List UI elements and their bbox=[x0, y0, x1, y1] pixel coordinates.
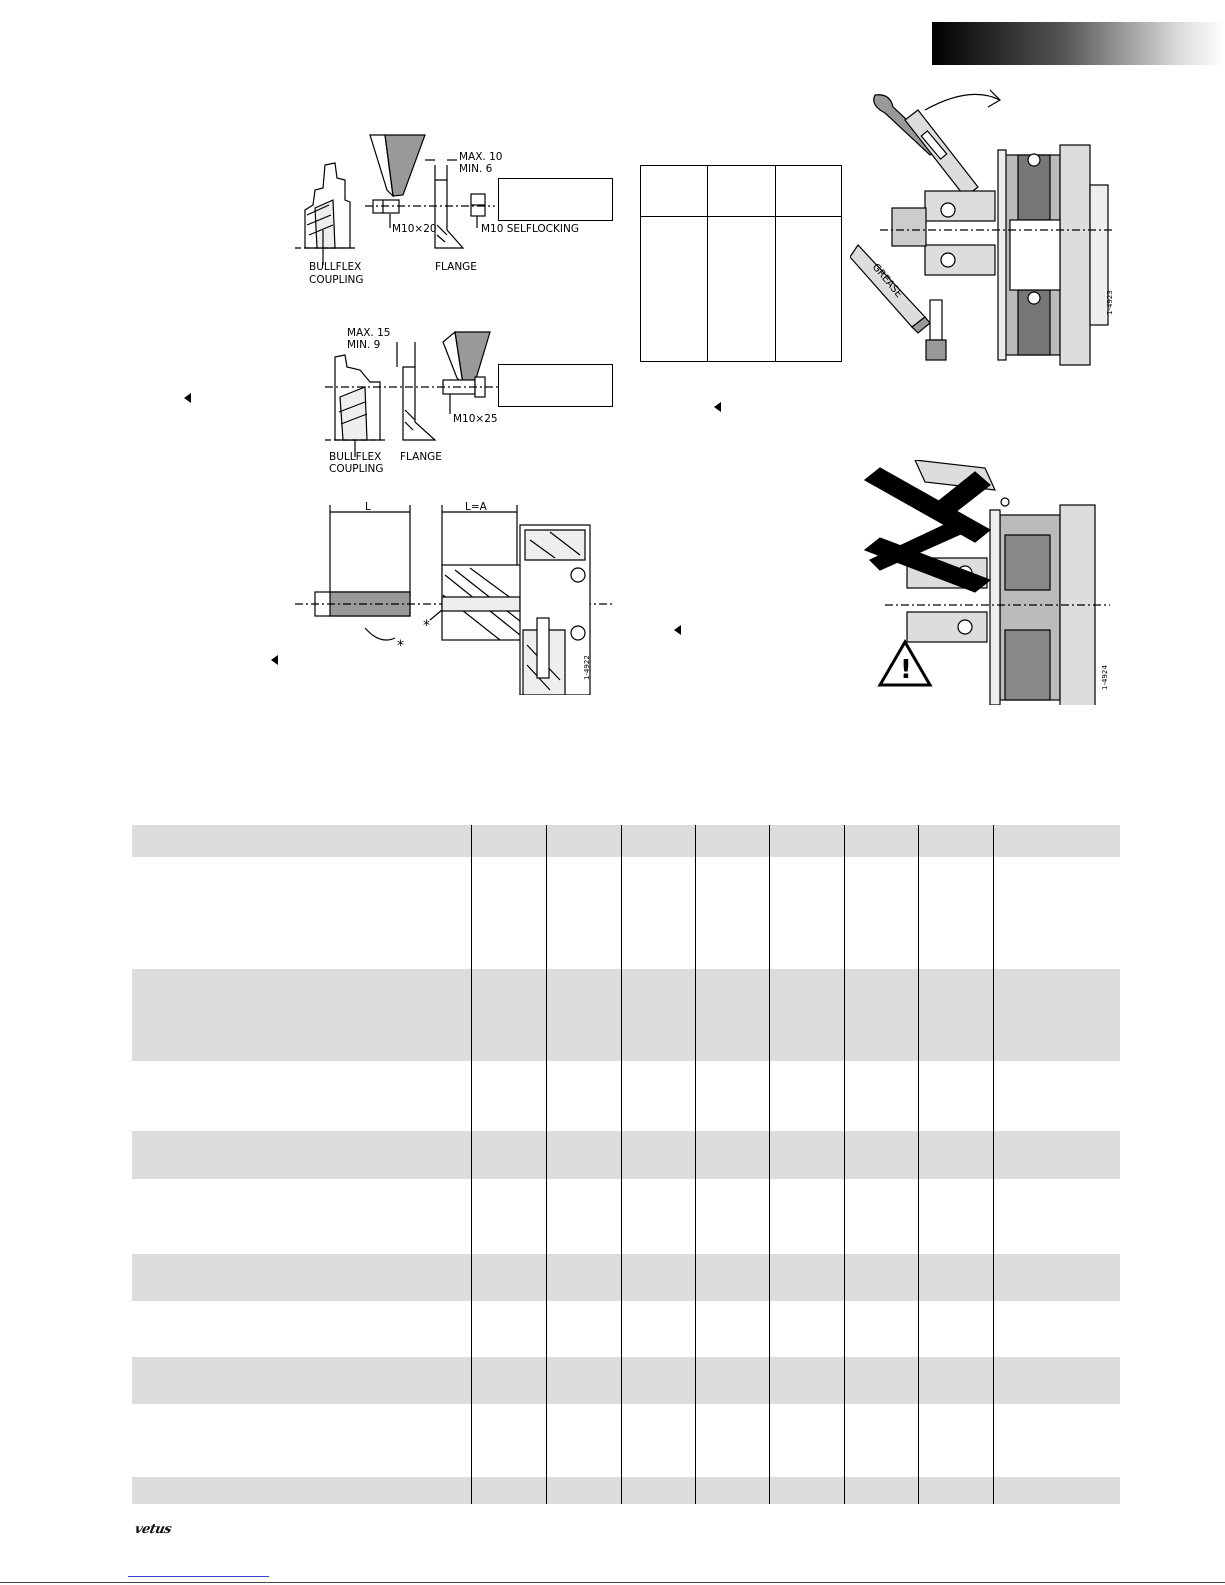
table-row bbox=[132, 857, 1120, 969]
table-row bbox=[132, 1404, 1120, 1477]
note-box-1 bbox=[498, 178, 613, 221]
svg-text:COUPLING: COUPLING bbox=[329, 463, 384, 475]
svg-text:BULLFLEX: BULLFLEX bbox=[309, 261, 362, 273]
table-row bbox=[132, 1061, 1120, 1131]
vetus-logo: vetus bbox=[133, 1522, 173, 1537]
table-row bbox=[132, 1131, 1120, 1179]
table-header-row bbox=[132, 825, 1120, 857]
header-gradient-tab bbox=[932, 22, 1225, 65]
svg-text:BULLFLEX: BULLFLEX bbox=[329, 451, 382, 463]
svg-text:MIN. 9: MIN. 9 bbox=[347, 339, 381, 351]
svg-text:MAX. 15: MAX. 15 bbox=[347, 327, 391, 339]
svg-text:MIN. 6: MIN. 6 bbox=[459, 163, 493, 175]
table-row bbox=[132, 1357, 1120, 1404]
svg-text:*: * bbox=[397, 638, 404, 654]
table-row bbox=[132, 1179, 1120, 1254]
small-data-table bbox=[640, 165, 842, 362]
svg-text:L=A: L=A bbox=[465, 501, 487, 513]
grease-tightening-illustration bbox=[850, 85, 1120, 370]
pointer-arrow-left-3 bbox=[714, 402, 721, 412]
svg-text:!: ! bbox=[900, 655, 912, 685]
flange-mount-diagram-2 bbox=[325, 322, 515, 482]
note-box-2 bbox=[498, 364, 613, 407]
pointer-arrow-left-4 bbox=[674, 625, 681, 635]
svg-text:*: * bbox=[423, 618, 430, 634]
footer-rule bbox=[0, 1582, 1225, 1583]
svg-text:M10 SELFLOCKING: M10 SELFLOCKING bbox=[481, 223, 579, 235]
svg-text:FLANGE: FLANGE bbox=[435, 261, 477, 273]
table-row bbox=[132, 1254, 1120, 1301]
table-row bbox=[132, 1301, 1120, 1357]
svg-text:1-4923: 1-4923 bbox=[1106, 290, 1114, 315]
svg-text:1-4922: 1-4922 bbox=[583, 655, 591, 680]
shaft-length-diagram bbox=[295, 500, 615, 695]
svg-text:GREASE: GREASE bbox=[869, 261, 905, 300]
svg-text:FLANGE: FLANGE bbox=[400, 451, 442, 463]
svg-text:1-4924: 1-4924 bbox=[1101, 665, 1109, 690]
svg-text:M10×20: M10×20 bbox=[392, 223, 437, 235]
svg-text:L: L bbox=[365, 501, 371, 513]
svg-text:COUPLING: COUPLING bbox=[309, 274, 364, 286]
specifications-table bbox=[132, 825, 1120, 1504]
table-row bbox=[132, 969, 1120, 1061]
no-grease-warning-illustration bbox=[845, 460, 1120, 705]
svg-text:M10×25: M10×25 bbox=[453, 413, 498, 425]
pointer-arrow-left-2 bbox=[271, 655, 278, 665]
pointer-arrow-left-1 bbox=[184, 393, 191, 403]
svg-text:MAX. 10: MAX. 10 bbox=[459, 151, 503, 163]
table-row bbox=[132, 1477, 1120, 1504]
footer-link-underline[interactable] bbox=[128, 1576, 269, 1577]
